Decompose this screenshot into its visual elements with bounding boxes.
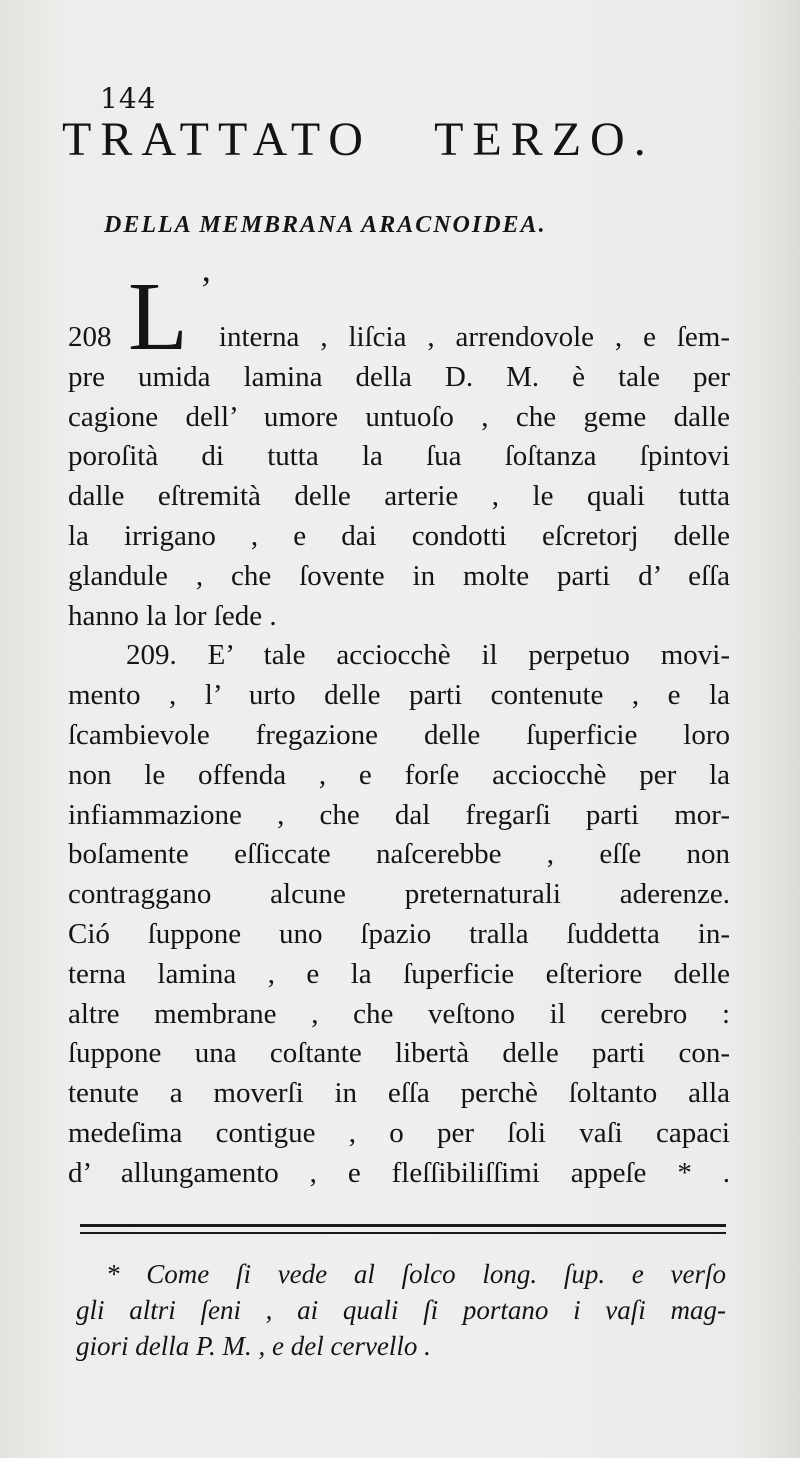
- text-line: Ció ſuppone uno ſpazio tralla ſuddetta in-: [68, 917, 730, 950]
- paragraph-209-first-line: 209. E’ tale acciocchè il perpetuo movi-: [126, 639, 730, 672]
- paragraph-number-208: 208: [68, 321, 112, 353]
- text-line: poroſità di tutta la ſua ſoſtanza ſpintovi: [68, 440, 730, 473]
- running-head: TRATTATO TERZO.: [62, 113, 655, 166]
- footnote-line: gli altri ſeni , ai quali ſi portano i vaſi mag-: [76, 1295, 726, 1325]
- footnote: [76, 1256, 726, 1364]
- text-line: pre umida lamina della D. M. è tale per: [68, 360, 730, 393]
- text-line: medeſima contigue , o per ſoli vaſi capaci: [68, 1116, 730, 1149]
- text-line: la irrigano , e dai condotti eſcretorj delle: [68, 519, 730, 552]
- drop-cap-apostrophe: ’: [200, 269, 212, 309]
- footnote-line: giori della P. M. , e del cervello .: [76, 1331, 431, 1361]
- text-line: cagione dell’ umore untuoſo , che geme dalle: [68, 400, 730, 433]
- text-line: boſamente eſſiccate naſcerebbe , eſſe non: [68, 838, 730, 871]
- text-line: ſuppone una coſtante libertà delle parti con-: [68, 1037, 730, 1070]
- text-line: contraggano alcune preternaturali aderenze.: [68, 878, 730, 911]
- text-line: interna , liſcia , arrendovole , e ſem-: [218, 321, 730, 353]
- footnote-rule-secondary: [80, 1232, 726, 1234]
- text-line: glandule , che ſovente in molte parti d’ eſſa: [68, 559, 730, 592]
- text-line: altre membrane , che veſtono il cerebro :: [68, 997, 730, 1030]
- footnote-line: * Come ſi vede al ſolco long. ſup. e verſo: [106, 1259, 726, 1289]
- text-line: terna lamina , e la ſuperficie eſteriore delle: [68, 957, 730, 990]
- page-number: 144: [100, 82, 157, 115]
- paragraph-208-first-line: [68, 263, 730, 371]
- text-line: ſcambievole fregazione delle ſuperficie loro: [68, 718, 730, 751]
- text-line: infiammazione , che dal fregarſi parti mor-: [68, 798, 730, 831]
- drop-cap: L: [128, 263, 188, 371]
- text-line: mento , l’ urto delle parti contenute , e la: [68, 679, 730, 712]
- section-title: DELLA MEMBRANA ARACNOIDEA.: [104, 212, 547, 238]
- text-line: dalle eſtremità delle arterie , le quali tutta: [68, 480, 730, 513]
- body-text: [68, 263, 730, 1194]
- text-line: hanno la lor ſede .: [68, 599, 277, 632]
- footnote-rule: [80, 1224, 726, 1227]
- text-line: non le offenda , e forſe acciocchè per la: [68, 758, 730, 791]
- text-line: d’ allungamento , e fleſſibiliſſimi appeſe * .: [68, 1156, 730, 1189]
- text-line: tenute a moverſi in eſſa perchè ſoltanto alla: [68, 1077, 730, 1110]
